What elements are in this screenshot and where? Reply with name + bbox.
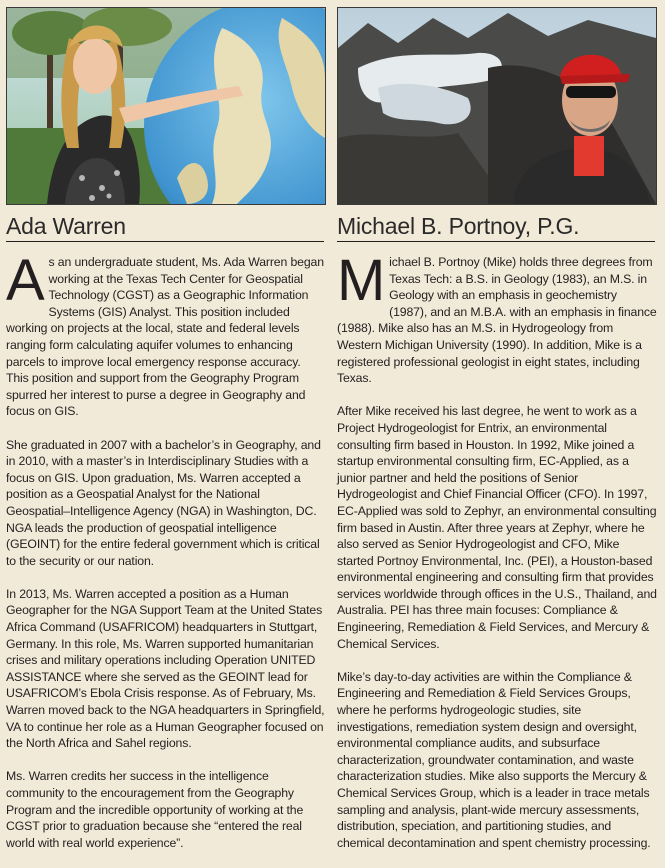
bio-paragraph: Ms. Warren credits her success in the intelligence community to the encouragement from the Geography Program and the incredible opportunity of working at the CGST prior to graduation because she “entered the real world with real world experience”. [6, 769, 304, 850]
bio-paragraph: Mike’s day-to-day activities are within the Compliance & Engineering and Remediation & Field Services Groups, where he performs hydrogeologic studies, site investigations, remediation system design and oversight, environmental compliance audits, and subsurface characterization, groundwater contamination, and waste characterization studies. Mike also supports the Mercury & Chemical Services Group, which is a leader in trace metals sampling and analysis, plant-wide mercury assessments, distribution, speciation, and partitioning studies, and chemical decontamination and spent chemistry processing. [337, 669, 651, 850]
biography [6, 248, 326, 851]
drop-cap: M [337, 248, 386, 313]
divider [337, 241, 655, 242]
portrait-photo-michael-portnoy [337, 7, 657, 205]
bio-paragraph: She graduated in 2007 with a bachelor’s in Geography, and in 2010, with a master’s in Interdisciplinary Studies with a focus on GIS. Upon graduation, Ms. Warren accepted a position as a Geospatial Analyst for the National Geospatial–Intelligence Agency (NGA) in Washington, DC. NGA leads the production of geospatial intelligence (GEOINT) for the entire federal government which is critical to the security or our nation. [6, 437, 321, 568]
bio-text: s an undergraduate student, Ms. Ada Warren began working at the Texas Tech Center for Geospatial Technology (CGST) as a Geographic Information Systems (GIS) Analyst. This position included working on projects at the local, state and federal levels ranging form calculating aquifer volumes to enhancing parcels to improve local emergency response accuracy. This position and support from the Geography Program spurred her interest to purse a degree in Geography and focus on GIS. [6, 255, 324, 419]
biography [337, 248, 657, 851]
profile-michael-portnoy [337, 0, 657, 868]
photo-illustration [338, 8, 656, 204]
person-name: Michael B. Portnoy, P.G. [337, 213, 580, 239]
photo-illustration [7, 8, 325, 204]
person-name: Ada Warren [6, 213, 126, 239]
portrait-photo-ada-warren [6, 7, 326, 205]
profile-ada-warren [6, 0, 326, 868]
divider [6, 241, 324, 242]
bio-paragraph [337, 248, 657, 387]
bio-text: ichael B. Portnoy (Mike) holds three degrees from Texas Tech: a B.S. in Geology (1983), an M.S. in Geology with an emphasis in geochemistry (1987), and an M.B.A. with an emphasis in finance (1988). Mike also has an M.S. in Hydrogeology from Western Michigan University (1990). In addition, Mike is a registered professional geologist in eight states, including Texas. [337, 255, 657, 386]
bio-paragraph: After Mike received his last degree, he went to work as a Project Hydrogeologist for Entrix, an environmental consulting firm based in Houston. In 1992, Mike joined a startup environmental consulting firm, EC-Applied, as a junior partner and held the positions of Senior Hydrogeologist and Chief Financial Officer (CFO). In 1997, EC-Applied was sold to Zephyr, an environmental consulting firm based in Austin. After three years at Zephyr, where he also served as Senior Hydrogeologist and CFO, Mike started Portnoy Environmental, Inc. (PEI), a Houston-based environmental engineering and consulting firm that provides services worldwide through offices in the U.S., Thailand, and Australia. PEI has three main focuses: Compliance & Engineering, Remediation & Field Services, and Mercury & Chemical Services. [337, 404, 657, 651]
drop-cap: A [6, 248, 45, 313]
bio-paragraph [6, 248, 326, 420]
bio-paragraph: In 2013, Ms. Warren accepted a position as a Human Geographer for the NGA Support Team at the United States Africa Command (USAFRICOM) headquarters in Stuttgart, Germany. In this role, Ms. Warren supported humanitarian crises and military operations including Operation UNITED ASSISTANCE where she served as the GEOINT lead for USAFRICOM’s Ebola Crisis response. As of February, Ms. Warren moved back to the NGA headquarters in Springfield, VA to continue her role as a Human Geographer focused on the North Africa and Sahel regions. [6, 586, 325, 751]
